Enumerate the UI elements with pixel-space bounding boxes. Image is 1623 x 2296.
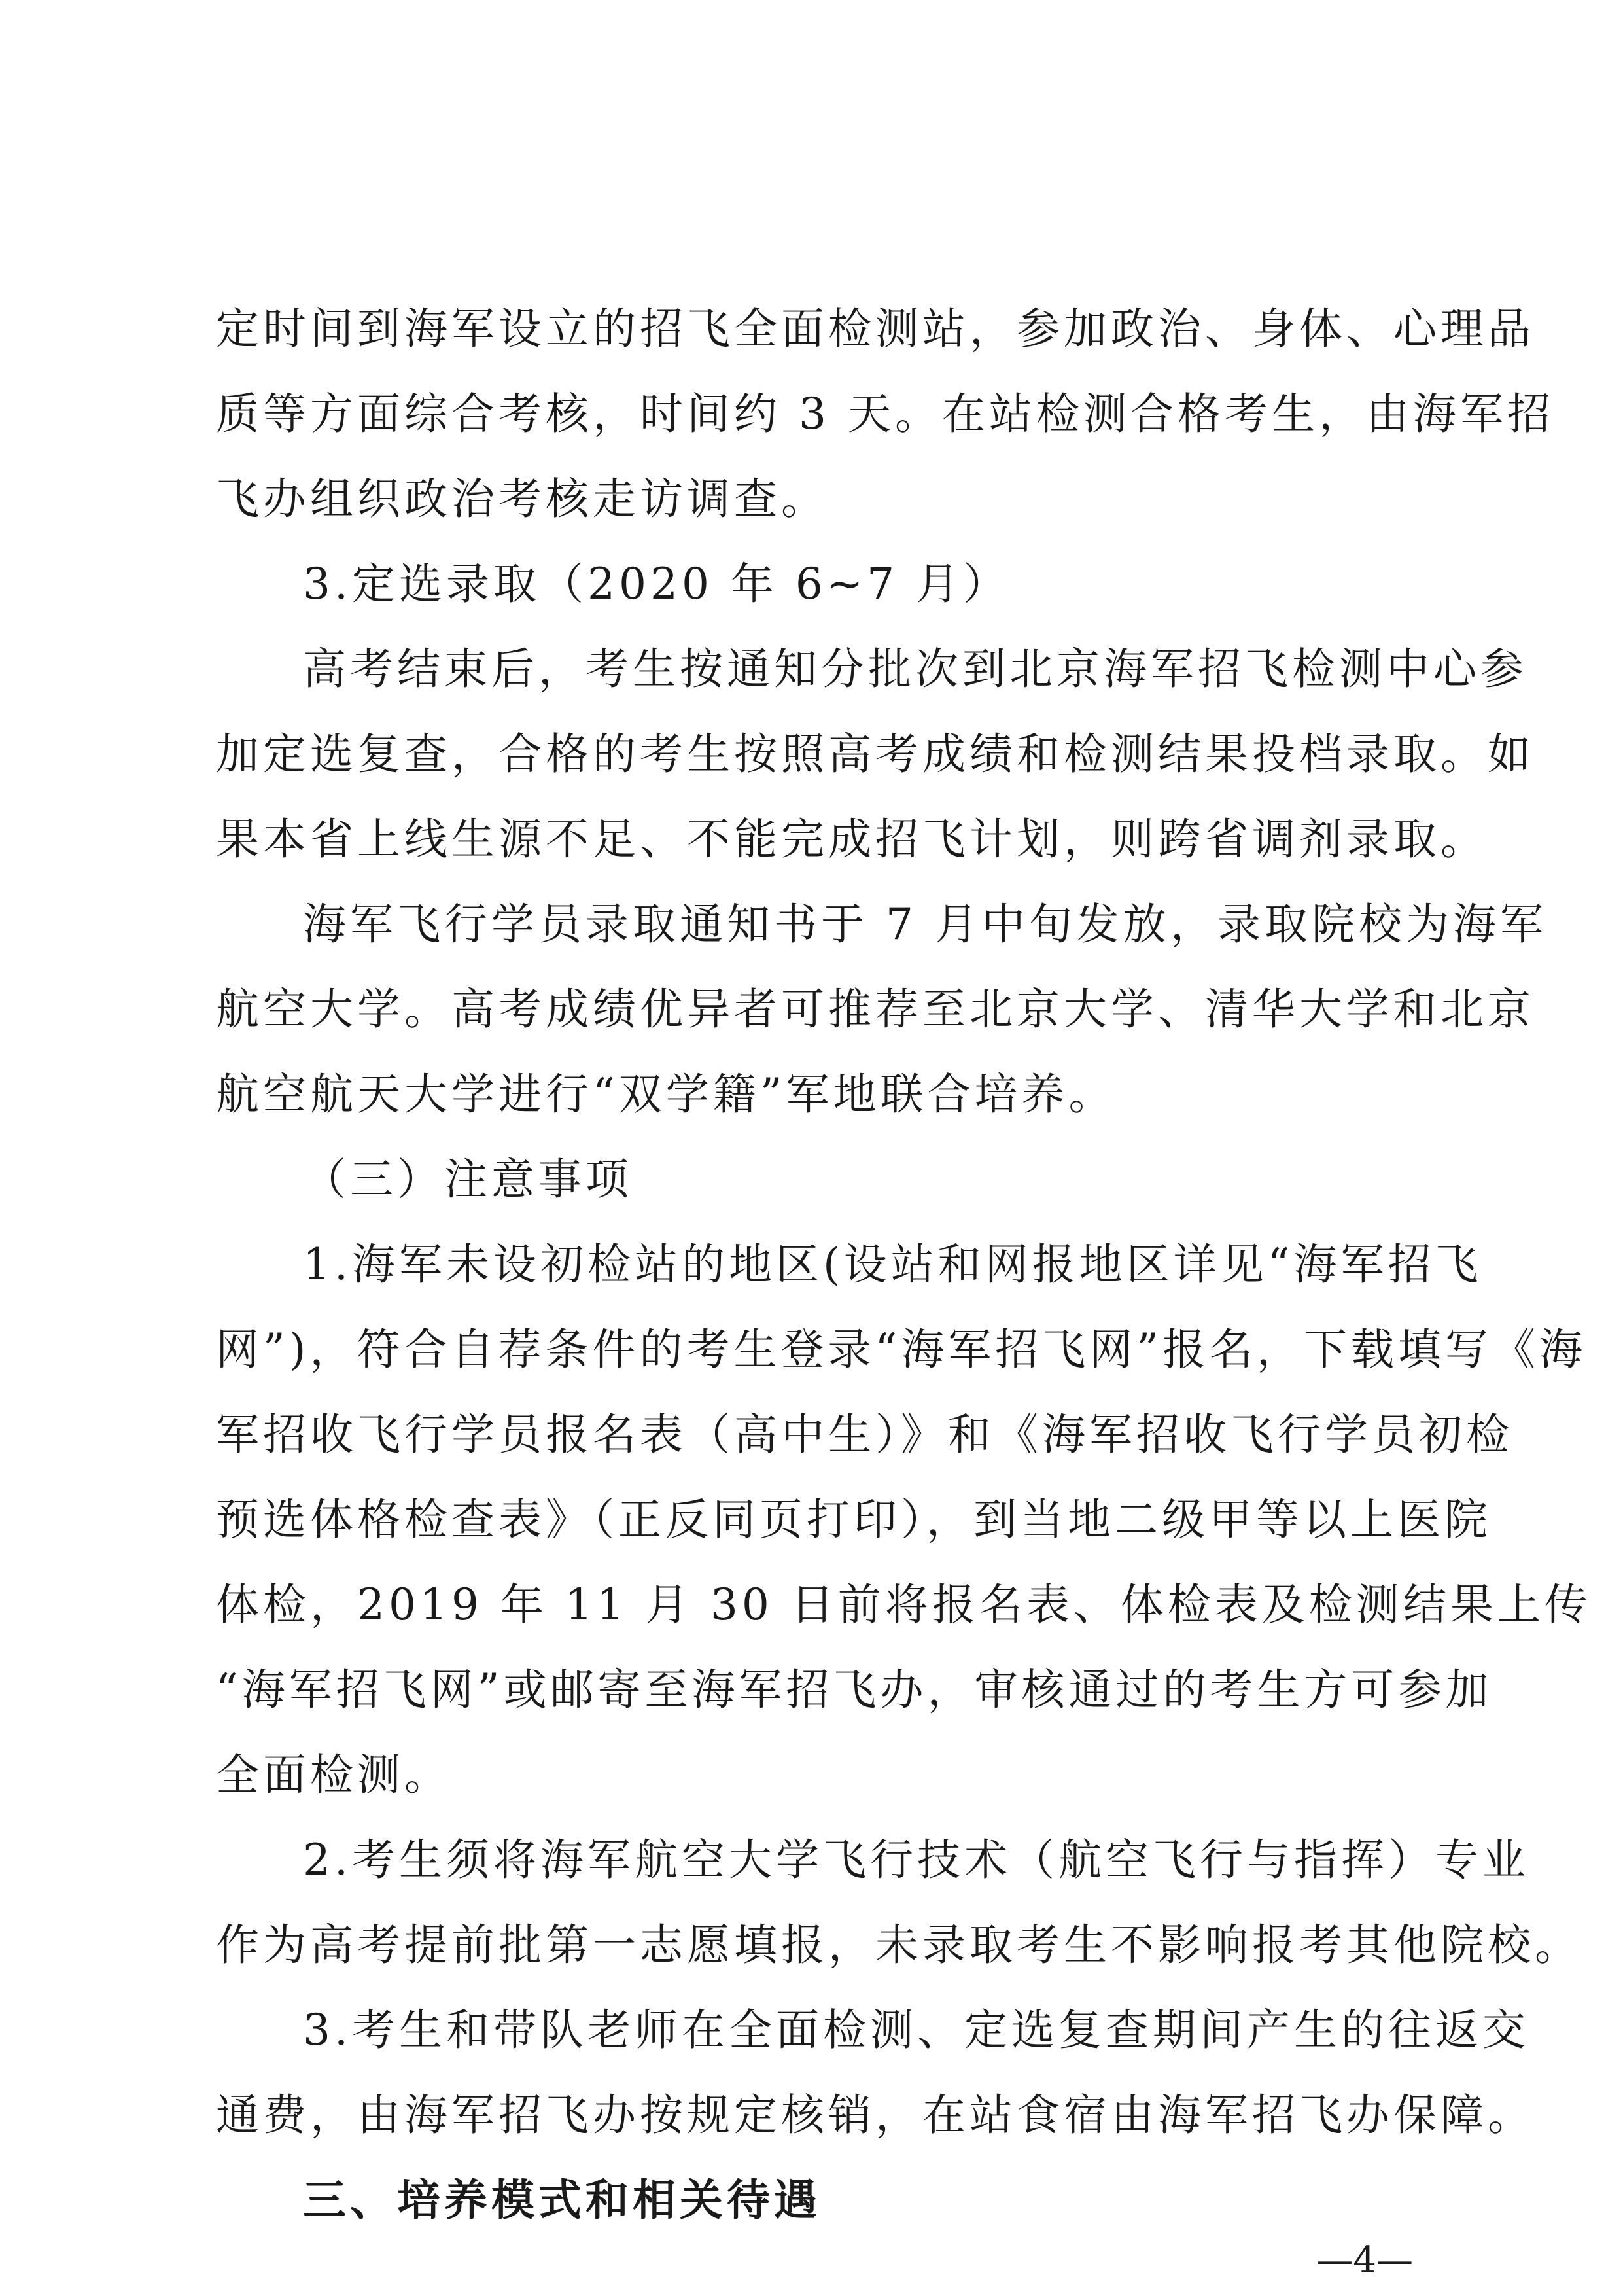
body-text-line: 作为高考提前批第一志愿填报，未录取考生不影响报考其他院校。 [216, 1920, 1582, 1970]
body-text-line: 加定选复查，合格的考生按照高考成绩和检测结果投档录取。如 [216, 729, 1535, 779]
body-text-line: 航空大学。高考成绩优异者可推荐至北京大学、清华大学和北京 [216, 984, 1535, 1034]
body-text-line: 定时间到海军设立的招飞全面检测站，参加政治、身体、心理品 [216, 304, 1535, 354]
body-text-line: 果本省上线生源不足、不能完成招飞计划，则跨省调剂录取。 [216, 814, 1488, 864]
body-text-line: 3.考生和带队老师在全面检测、定选复查期间产生的往返交 [303, 2005, 1529, 2055]
body-text-line: 通费，由海军招飞办按规定核销，在站食宿由海军招飞办保障。 [216, 2090, 1535, 2140]
body-text-line: 网”)，符合自荐条件的考生登录“海军招飞网”报名，下载填写《海 [216, 1324, 1586, 1375]
body-text-line: 海军飞行学员录取通知书于 7 月中旬发放，录取院校为海军 [303, 899, 1547, 949]
body-text-line: 高考结束后，考生按通知分批次到北京海军招飞检测中心参 [303, 644, 1527, 694]
subsection-heading: 3.定选录取（2020 年 6~7 月） [303, 559, 1011, 609]
body-text-line: 预选体格检查表》（正反同页打印），到当地二级甲等以上医院 [216, 1494, 1492, 1545]
body-text-line: 质等方面综合考核，时间约 3 天。在站检测合格考生，由海军招 [216, 389, 1554, 439]
body-text-line: 飞办组织政治考核走访调查。 [216, 474, 828, 524]
body-text-line: 航空航天大学进行“双学籍”军地联合培养。 [216, 1069, 1116, 1120]
section-heading: （三）注意事项 [303, 1154, 633, 1205]
body-text-line: 2.考生须将海军航空大学飞行技术（航空飞行与指挥）专业 [303, 1835, 1529, 1885]
chapter-heading: 三、培养模式和相关待遇 [303, 2175, 821, 2225]
body-text-line: 军招收飞行学员报名表（高中生）》和《海军招收飞行学员初检 [216, 1409, 1513, 1460]
page-number: —4— [1316, 2239, 1413, 2282]
body-text-line: 1.海军未设初检站的地区(设站和网报地区详见“海军招飞 [303, 1239, 1482, 1290]
body-text-line: 全面检测。 [216, 1750, 451, 1800]
body-text-line: “海军招飞网”或邮寄至海军招飞办，审核通过的考生方可参加 [216, 1665, 1493, 1715]
body-text-line: 体检，2019 年 11 月 30 日前将报名表、体检表及检测结果上传 [216, 1580, 1592, 1630]
